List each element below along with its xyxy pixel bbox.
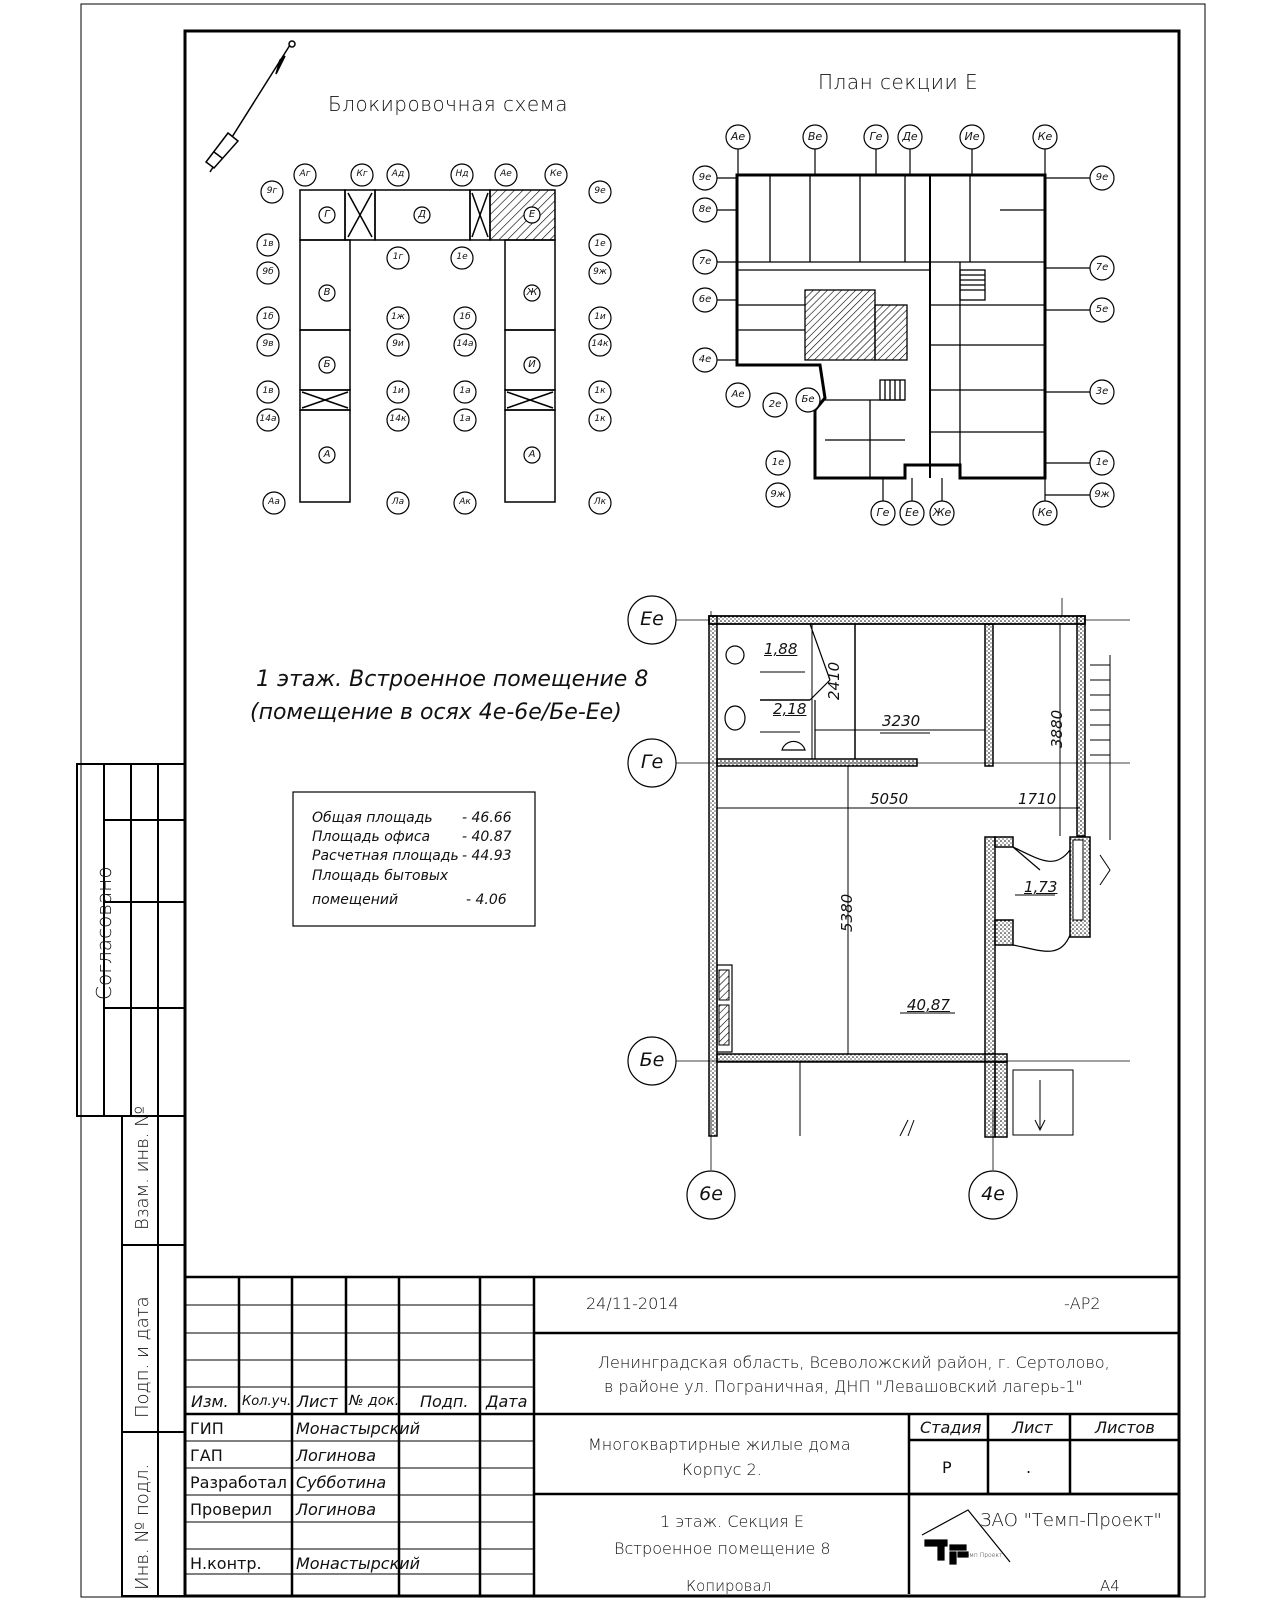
axis-label: 7е xyxy=(1095,261,1109,273)
tb-sheet-label: Лист xyxy=(1012,1418,1053,1437)
axis-label: Ве xyxy=(807,130,823,144)
tb-stage-value: Р xyxy=(942,1458,952,1477)
tb-person: Субботина xyxy=(296,1473,387,1492)
axis-label: 9в xyxy=(262,339,274,350)
axis-label: 1е xyxy=(771,456,785,468)
room-area: 1,73 xyxy=(1024,878,1058,896)
tb-role: Разработал xyxy=(190,1473,287,1492)
axis-label: 14к xyxy=(591,339,609,350)
axis-label: 4е xyxy=(698,353,712,365)
tb-sheets-label: Листов xyxy=(1095,1418,1155,1437)
room-area: 1,88 xyxy=(764,640,798,658)
tb-sheet-name-2: Встроенное помещение 8 xyxy=(614,1539,831,1558)
axis-label: 5е xyxy=(1095,303,1109,315)
sign-date-label: Подп. и дата xyxy=(132,1296,153,1418)
axis-label: 1и xyxy=(392,386,404,397)
agreed-label: Согласовано xyxy=(92,866,116,1000)
axis-label: 9г xyxy=(266,186,278,197)
tb-col-header: Кол.уч. xyxy=(242,1394,292,1409)
logo-text: Темп Проект xyxy=(962,1552,1003,1559)
tb-date: 24/11-2014 xyxy=(586,1294,679,1313)
axis-label: 6е xyxy=(698,293,712,305)
axis-label: Ае xyxy=(500,169,512,180)
axis-label: 1и xyxy=(594,312,606,323)
tb-format: А4 xyxy=(1100,1577,1120,1595)
axis-label: И xyxy=(528,358,536,370)
room-area: 2,18 xyxy=(773,700,807,718)
tb-code: -АР2 xyxy=(1064,1294,1101,1313)
dim-label: 5380 xyxy=(838,893,856,932)
axis-label: 9б xyxy=(262,267,274,278)
section-plan-drawing xyxy=(737,175,1045,478)
blocking-scheme-drawing xyxy=(300,190,555,502)
tb-person: Монастырский xyxy=(296,1554,421,1573)
axis-label: Ад xyxy=(391,169,405,180)
axis-label: 14а xyxy=(259,414,277,425)
axis-label: А xyxy=(528,448,536,460)
area-row-value: - 40.87 xyxy=(462,829,512,845)
axis-label: Бе xyxy=(639,1049,665,1072)
axis-label: 1г xyxy=(392,252,404,263)
tb-col-header: Изм. xyxy=(191,1392,229,1411)
axis-label: Ге xyxy=(640,751,664,774)
dim-label: 5050 xyxy=(870,790,909,808)
axis-label: 1б xyxy=(262,312,274,323)
axis-label: Аа xyxy=(268,497,280,508)
dim-label: 2410 xyxy=(825,661,843,700)
inv-orig-label: Инв. № подл. xyxy=(132,1463,153,1590)
axis-label: 9ж xyxy=(770,488,786,500)
tb-copied: Копировал xyxy=(686,1577,772,1595)
axis-label: Аг xyxy=(299,169,311,180)
axis-label: Ие xyxy=(964,130,980,144)
axis-label: 2е xyxy=(768,398,782,410)
tb-person: Логинова xyxy=(296,1446,377,1465)
tb-stage-label: Стадия xyxy=(920,1418,982,1437)
area-row-label: Общая площадь xyxy=(312,810,433,826)
axis-label: 1в xyxy=(262,386,274,397)
area-row-value: - 46.66 xyxy=(462,810,512,826)
axis-label: 1ж xyxy=(391,312,405,323)
blocking-scheme-title: Блокировочная схема xyxy=(328,92,568,116)
axis-label: 7е xyxy=(698,255,712,267)
axis-label: Ак xyxy=(459,497,471,508)
dim-label: 3880 xyxy=(1048,709,1066,748)
axis-label: 1а xyxy=(459,414,471,425)
axis-label: Ае xyxy=(730,130,746,144)
axis-label: Кг xyxy=(356,169,368,180)
room-area: 40,87 xyxy=(907,996,950,1014)
axis-label: Ге xyxy=(876,506,890,520)
area-row-label: Площадь офиса xyxy=(312,829,431,845)
tb-role: ГИП xyxy=(190,1419,224,1438)
dim-label: 3230 xyxy=(882,712,921,730)
area-row-label: помещений xyxy=(312,892,399,908)
replace-inv-label: Взам. инв. № xyxy=(132,1105,153,1230)
tb-col-header: Дата xyxy=(486,1392,528,1411)
axis-label: 1е xyxy=(594,239,606,250)
tb-person: Логинова xyxy=(296,1500,377,1519)
room-plan-title-1: 1 этаж. Встроенное помещение 8 xyxy=(256,667,649,692)
tb-role: Н.контр. xyxy=(190,1554,262,1573)
tb-project-2: Корпус 2. xyxy=(682,1460,762,1479)
tb-address-2: в районе ул. Пограничная, ДНП "Левашовский лагерь-1" xyxy=(604,1377,1083,1396)
axis-label: 1а xyxy=(459,386,471,397)
axis-label: Бе xyxy=(801,393,815,405)
axis-label: 9е xyxy=(1095,171,1109,183)
axis-label: Ее xyxy=(640,608,664,631)
dim-label: 1710 xyxy=(1018,790,1057,808)
axis-label: В xyxy=(323,286,331,298)
tb-company: ЗАО "Темп-Проект" xyxy=(980,1510,1162,1531)
tb-project-1: Многоквартирные жилые дома xyxy=(588,1435,851,1454)
axis-label: 1е xyxy=(456,252,468,263)
tb-col-header: Лист xyxy=(297,1392,338,1411)
axis-label: 8е xyxy=(698,203,712,215)
axis-label: 6е xyxy=(699,1183,723,1206)
axis-label: Д xyxy=(418,208,426,220)
axis-label: 9е xyxy=(698,171,712,183)
axis-label: 1е xyxy=(1095,456,1109,468)
axis-label: Б xyxy=(323,358,331,370)
axis-label: Же xyxy=(932,506,952,520)
north-arrow-icon xyxy=(206,41,295,172)
tb-col-header: № док. xyxy=(349,1393,400,1409)
axis-label: 1к xyxy=(594,414,606,425)
section-plan-title: План секции Е xyxy=(818,70,979,94)
axis-label: А xyxy=(323,448,331,460)
area-row-label: Расчетная площадь xyxy=(312,848,459,864)
tb-person: Монастырский xyxy=(296,1419,421,1438)
axis-label: 9ж xyxy=(1094,488,1110,500)
axis-label: Ла xyxy=(391,497,405,508)
axis-label: Ке xyxy=(1037,506,1053,520)
axis-label: 3е xyxy=(1095,385,1109,397)
axis-label: 9ж xyxy=(593,267,607,278)
tb-sheet-name-1: 1 этаж. Секция Е xyxy=(660,1512,804,1531)
axis-label: Де xyxy=(902,130,918,144)
axis-label: 4е xyxy=(981,1183,1005,1206)
tb-role: ГАП xyxy=(190,1446,223,1465)
tb-address-1: Ленинградская область, Всеволожский район, г. Сертолово, xyxy=(598,1353,1110,1372)
axis-label: 9и xyxy=(392,339,404,350)
area-row-value: - 44.93 xyxy=(462,848,512,864)
axis-label: Г xyxy=(324,208,330,220)
room-plan-title-2: (помещение в осях 4е-6е/Бе-Ее) xyxy=(250,700,622,725)
axis-label: 1в xyxy=(262,239,274,250)
tb-sheet-value: . xyxy=(1026,1458,1032,1477)
axis-label: Ке xyxy=(550,169,562,180)
axis-label: Ге xyxy=(869,130,883,144)
axis-label: Е xyxy=(528,208,536,220)
axis-label: Нд xyxy=(455,169,469,180)
room-plan-drawing xyxy=(676,598,1130,1170)
axis-label: 1б xyxy=(459,312,471,323)
area-row-value: - 4.06 xyxy=(466,892,507,908)
tb-role: Проверил xyxy=(190,1500,273,1519)
axis-label: 9е xyxy=(594,186,606,197)
tb-col-header: Подп. xyxy=(420,1392,469,1411)
axis-label: Ке xyxy=(1037,130,1053,144)
axis-label: Ж xyxy=(526,286,538,298)
axis-label: Ее xyxy=(905,506,919,520)
area-row-label: Площадь бытовых xyxy=(312,868,449,884)
axis-label: 14а xyxy=(456,339,474,350)
axis-label: 1к xyxy=(594,386,606,397)
axis-label: Лк xyxy=(593,497,607,508)
axis-label: Ае xyxy=(731,388,745,400)
axis-label: 14к xyxy=(389,414,407,425)
